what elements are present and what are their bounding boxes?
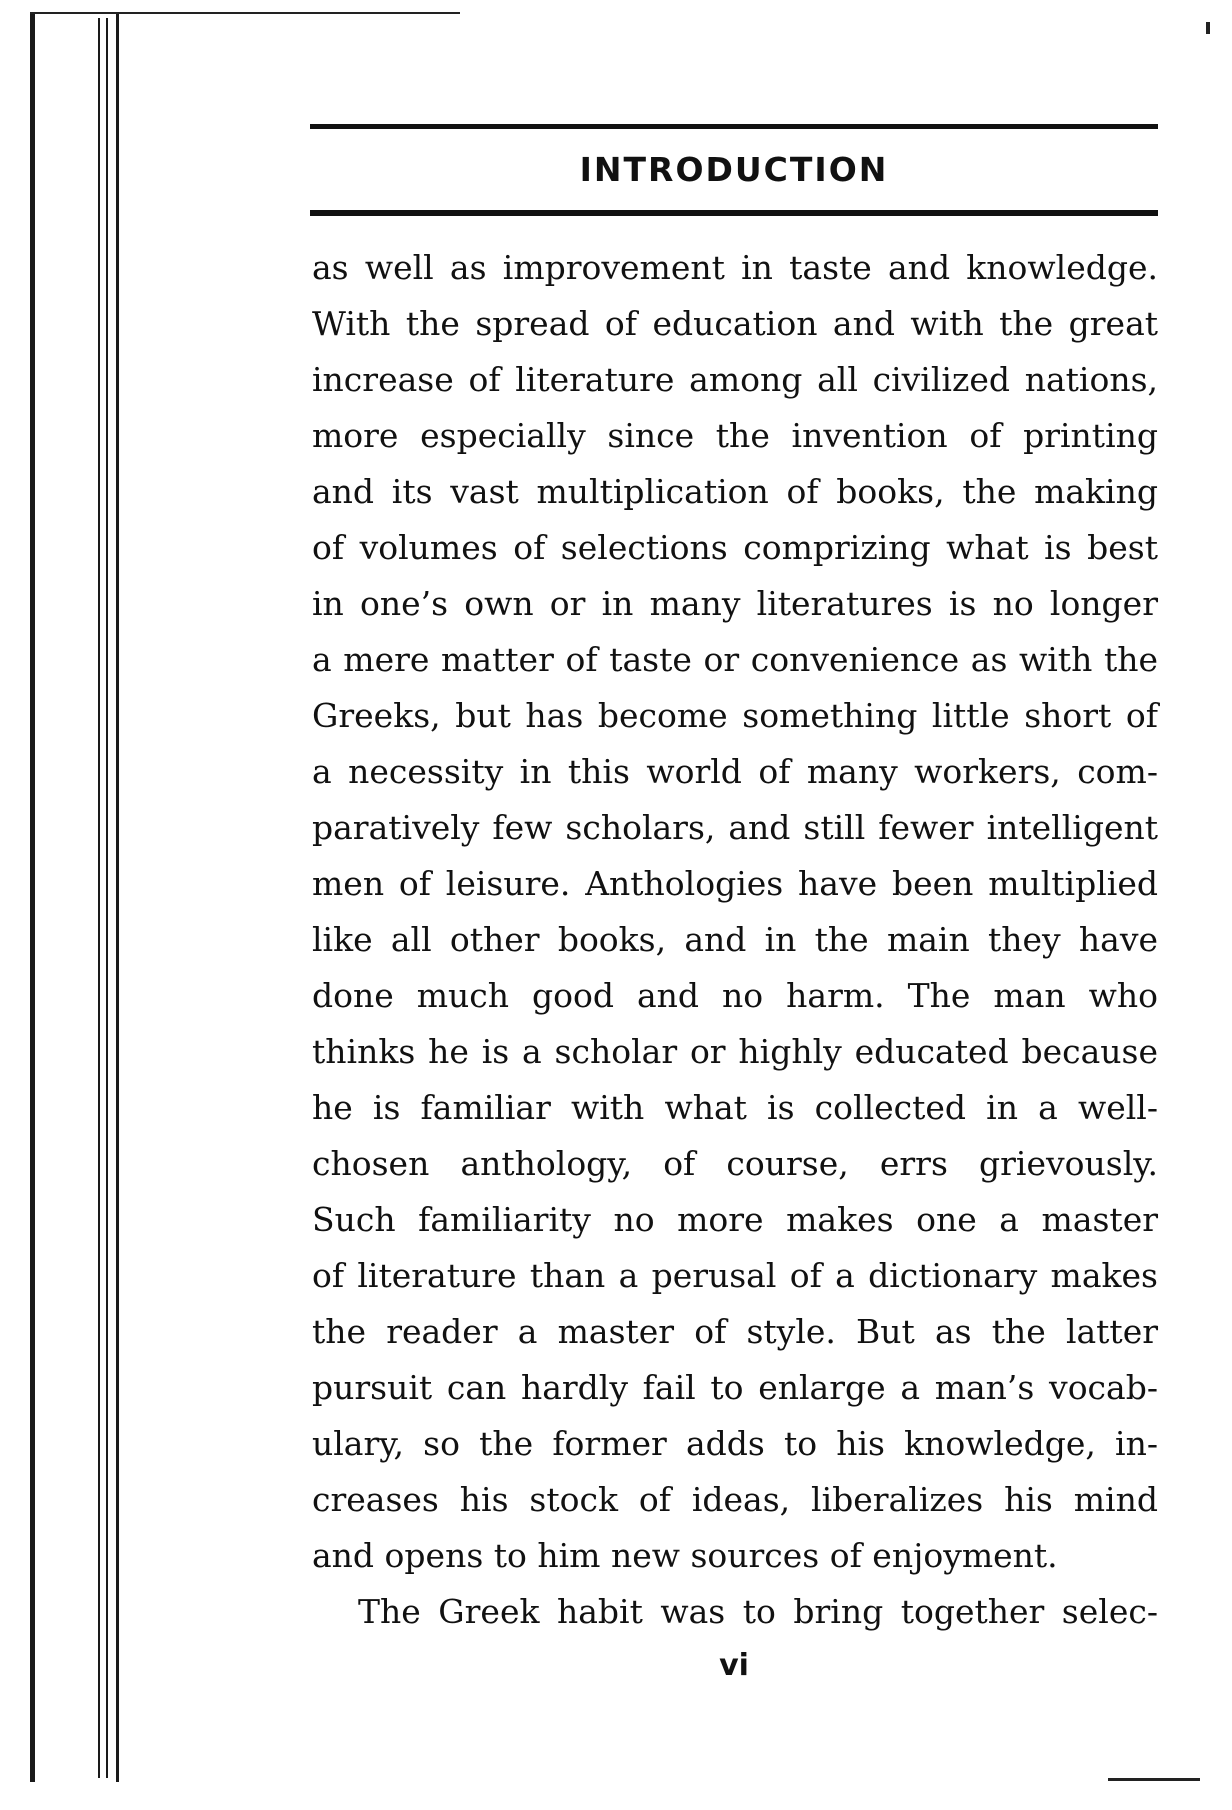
text-line: Such familiarity no more makes one a master <box>312 1200 1158 1239</box>
text-line: he is familiar with what is collected in a well- <box>312 1088 1158 1127</box>
binding-edge-line-3 <box>116 12 119 1782</box>
text-line-paragraph-start: The Greek habit was to bring together selec- <box>358 1592 1158 1631</box>
text-line: With the spread of education and with the great <box>312 304 1158 343</box>
header-rule-bottom <box>310 210 1158 216</box>
text-line: the reader a master of style. But as the latter <box>312 1312 1158 1351</box>
text-line: and opens to him new sources of enjoyment. <box>312 1536 1058 1575</box>
binding-edge-line-1 <box>98 18 100 1778</box>
page-number: vi <box>719 1648 749 1683</box>
running-head: INTRODUCTION <box>579 150 889 189</box>
text-line: in one’s own or in many literatures is no longer <box>312 584 1158 623</box>
text-line: Greeks, but has become something little short of <box>312 696 1158 735</box>
text-line: men of leisure. Anthologies have been multiplied <box>312 864 1158 903</box>
text-line: chosen anthology, of course, errs grievously. <box>312 1144 1158 1183</box>
text-line: paratively few scholars, and still fewer intelligent <box>312 808 1158 847</box>
text-line: and its vast multiplication of books, the making <box>312 472 1158 511</box>
binding-edge-line-2 <box>106 18 108 1778</box>
body-text <box>312 240 1158 1640</box>
text-line: of volumes of selections comprizing what is best <box>312 528 1158 567</box>
text-line: more especially since the invention of printing <box>312 416 1158 455</box>
binding-edge-outer <box>30 12 35 1782</box>
text-line: of literature than a perusal of a dictionary makes <box>312 1256 1158 1295</box>
scan-corner-mark <box>1206 22 1210 34</box>
text-line: increase of literature among all civilized nations, <box>312 360 1158 399</box>
scan-bottom-dash <box>1108 1778 1200 1781</box>
text-line: creases his stock of ideas, liberalizes his mind <box>312 1480 1158 1519</box>
text-line: a necessity in this world of many workers, com- <box>312 752 1158 791</box>
page-top-edge <box>30 12 460 14</box>
text-line: pursuit can hardly fail to enlarge a man’s vocab- <box>312 1368 1158 1407</box>
text-line: thinks he is a scholar or highly educated because <box>312 1032 1158 1071</box>
text-line: a mere matter of taste or convenience as with the <box>312 640 1158 679</box>
text-line: like all other books, and in the main they have <box>312 920 1158 959</box>
text-line: done much good and no harm. The man who <box>312 976 1158 1015</box>
text-line: ulary, so the former adds to his knowledge, in- <box>312 1424 1158 1463</box>
text-line: as well as improvement in taste and knowledge. <box>312 248 1158 287</box>
header-rule-top <box>310 124 1158 129</box>
